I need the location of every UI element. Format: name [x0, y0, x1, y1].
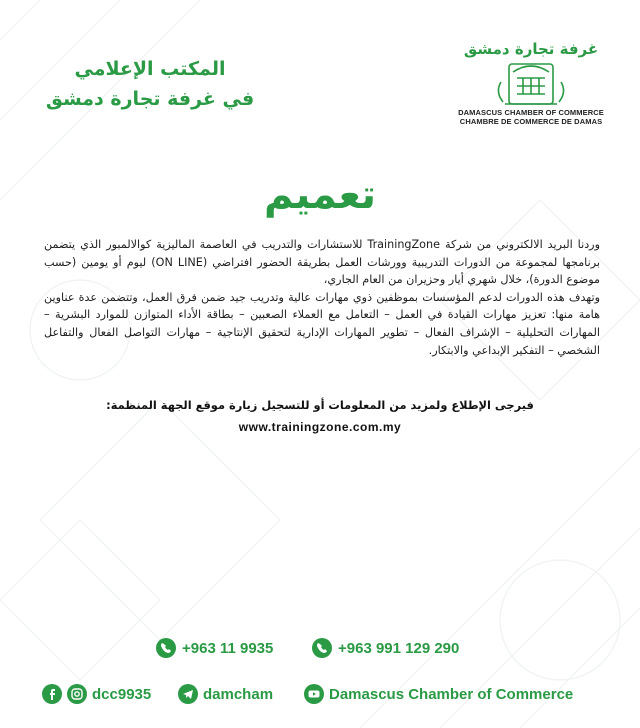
social-telegram[interactable]	[178, 684, 273, 704]
paragraph-1: وردنا البريد الالكتروني من شركة TrainingZone للاستشارات والتدريب في العاصمة الماليزية كوالالمبور الذي يتضمن برنامجها لمجموعة من الدورات التدريبية وورشات العمل بطريقة الحضور افتراضي (ON LINE) ليوم أو يومين (حسب موضوع الدورة)، خلال شهري أيار وحزيران من العام الجاري،	[44, 238, 600, 287]
logo-french-line-2: CHAMBRE DE COMMERCE DE DAMAS	[459, 117, 603, 126]
chamber-emblem-icon	[461, 34, 601, 108]
phone-number-landline: +963 11 9935	[182, 639, 274, 657]
social-youtube[interactable]	[304, 684, 573, 704]
page-title: تعميم	[263, 172, 377, 218]
logo-english-line-1: DAMASCUS CHAMBER OF COMMERCE	[458, 108, 604, 117]
instagram-icon	[67, 684, 87, 704]
whatsapp-icon	[312, 638, 332, 658]
paragraph-2: وتهدف هذه الدورات لدعم المؤسسات بموظفين ذوي مهارات عالية وتدريب جيد ضمن فرق العمل، وتتضمن عدة عناوين هامة منها: تعزيز مهارات القيادة في العمل – التعامل مع العملاء الصعبين – بطاقة الأداء المتوازن للموارد البشرية – المهارات التحليلية – الإشراف الفعال – تطوير المهارات الإدارية لتحقيق الإنتاجية – مهارات التواصل الفعال والتفاعل الشخصي – التفكير الإبداعي والابتكار.	[44, 290, 600, 357]
phone-number-mobile: +963 991 129 290	[338, 639, 460, 657]
header	[0, 34, 640, 134]
social-links	[0, 684, 640, 712]
registration-note: فيرجى الإطلاع ولمزيد من المعلومات أو للتسجيل زيارة موقع الجهة المنظمة:	[106, 398, 534, 412]
telegram-icon	[178, 684, 198, 704]
logo-arabic-text: غرفة تجارة دمشق	[463, 40, 599, 58]
phone-contact-landline[interactable]	[156, 638, 273, 658]
phone-contacts	[0, 638, 640, 668]
office-line-1: المكتب الإعلامي	[74, 58, 226, 80]
chamber-logo	[450, 34, 612, 134]
announcement-body	[44, 236, 600, 359]
social-handle: dcc9935	[92, 685, 152, 703]
whatsapp-icon	[156, 638, 176, 658]
organizer-website-link[interactable]: www.trainingzone.com.my	[238, 420, 402, 434]
facebook-icon	[42, 684, 62, 704]
telegram-handle: damcham	[203, 685, 274, 703]
youtube-channel-name: Damascus Chamber of Commerce	[329, 685, 574, 703]
social-facebook-instagram[interactable]	[42, 684, 151, 704]
youtube-icon	[304, 684, 324, 704]
media-office-label	[30, 54, 270, 114]
phone-contact-mobile[interactable]	[312, 638, 459, 658]
office-line-2: في غرفة تجارة دمشق	[45, 88, 255, 110]
